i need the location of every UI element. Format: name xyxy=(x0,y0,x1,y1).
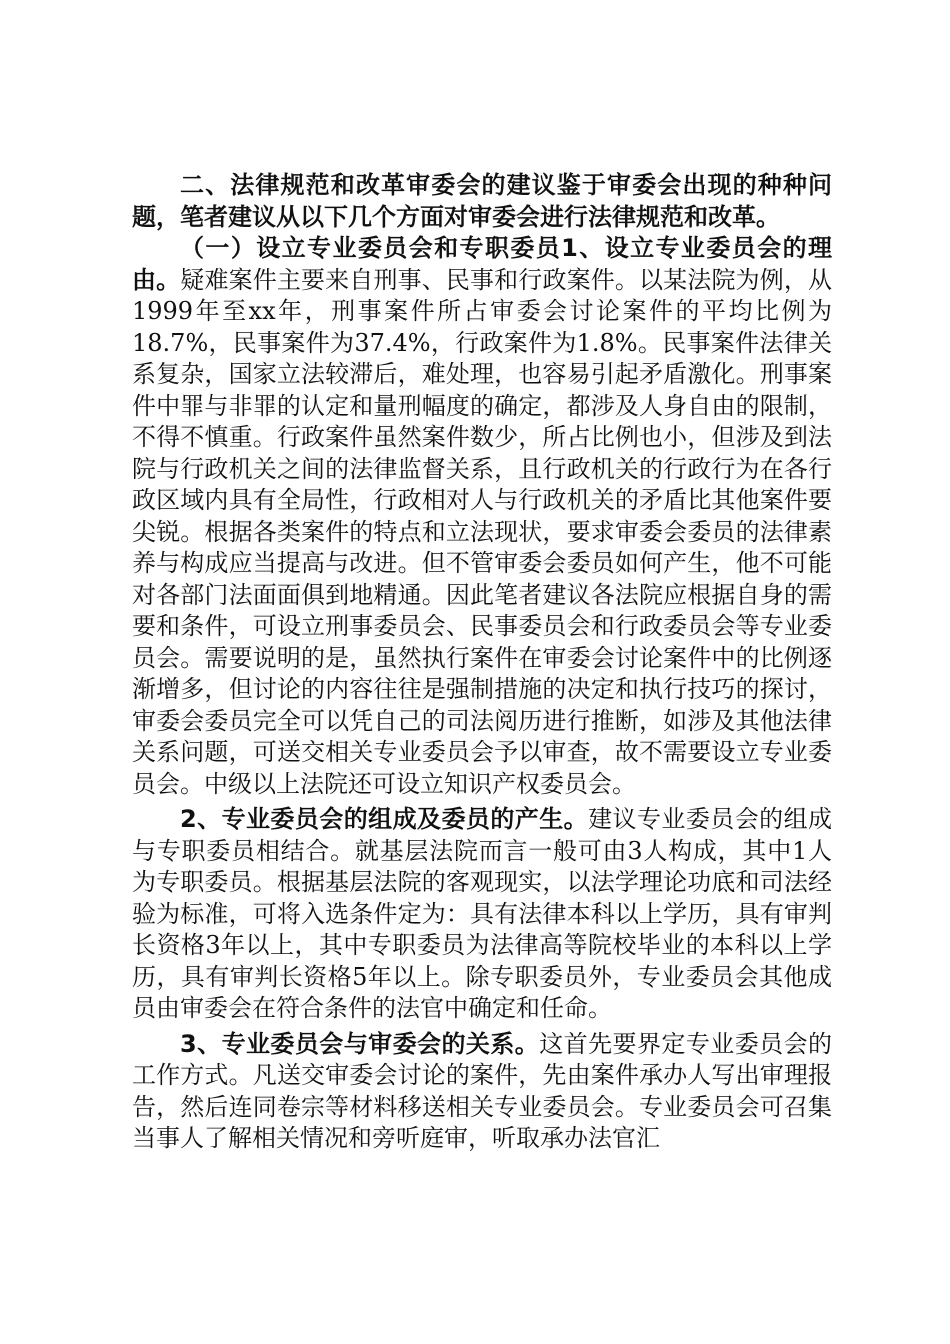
paragraph-2-body: 建议专业委员会的组成与专职委员相结合。就基层法院而言一般可由3人构成，其中1人为专职委员。根据基层法院的客观现实，以法学理论功底和司法经验为标准，可将入选条件定为：具有法律本科以上学历，具有审判长资格3年以上，其中专职委员为法律高等院校毕业的本科以上学历，具有审判长资格5年以上。除专职委员外，专业委员会其他成员由审委会在符合条件的法官中确定和任命。 xyxy=(132,805,833,1022)
paragraph-3 xyxy=(132,1029,832,1155)
paragraph-1 xyxy=(132,233,832,800)
paragraph-1-body: 疑难案件主要来自刑事、民事和行政案件。以某法院为例，从1999年至xx年，刑事案件所占审委会讨论案件的平均比例为18.7%，民事案件为37.4%，行政案件为1.8%。民事案件法律关系复杂，国家立法较滞后，难处理，也容易引起矛盾激化。刑事案件中罪与非罪的认定和量刑幅度的确定，都涉及人身自由的限制，不得不慎重。行政案件虽然案件数少，所占比例也小，但涉及到法院与行政机关之间的法律监督关系，且行政机关的行政行为在各行政区域内具有全局性，行政相对人与行政机关的矛盾比其他案件要尖锐。根据各类案件的特点和立法现状，要求审委会委员的法律素养与构成应当提高与改进。但不管审委会委员如何产生，他不可能对各部门法面面俱到地精通。因此笔者建议各法院应根据自身的需要和条件，可设立刑事委员会、民事委员会和行政委员会等专业委员会。需要说明的是，虽然执行案件在审委会讨论案件中的比例逐渐增多，但讨论的内容往往是强制措施的决定和执行技巧的探讨，审委会委员完全可以凭自己的司法阅历进行推断，如涉及其他法律关系问题，可送交相关专业委员会予以审查，故不需要设立专业委员会。中级以上法院还可设立知识产权委员会。 xyxy=(132,265,833,798)
paragraph-3-body: 这首先要界定专业委员会的工作方式。凡送交审委会讨论的案件，先由案件承办人写出审理报告，然后连同卷宗等材料移送相关专业委员会。专业委员会可召集当事人了解相关情况和旁听庭审，听取承办法官汇 xyxy=(132,1029,832,1152)
section-heading: 二、法律规范和改革审委会的建议鉴于审委会出现的种种问题，笔者建议从以下几个方面对审委会进行法律规范和改革。 xyxy=(132,171,832,231)
subheading-2: 2、专业委员会的组成及委员的产生。 xyxy=(180,805,589,833)
subheading-3: 3、专业委员会与审委会的关系。 xyxy=(180,1029,540,1058)
paragraph-2 xyxy=(132,804,832,1025)
document-body xyxy=(132,170,832,1155)
subheading-1: （一）设立专业委员会和专职委员1、设立专业委员会的理由。 xyxy=(132,234,832,294)
